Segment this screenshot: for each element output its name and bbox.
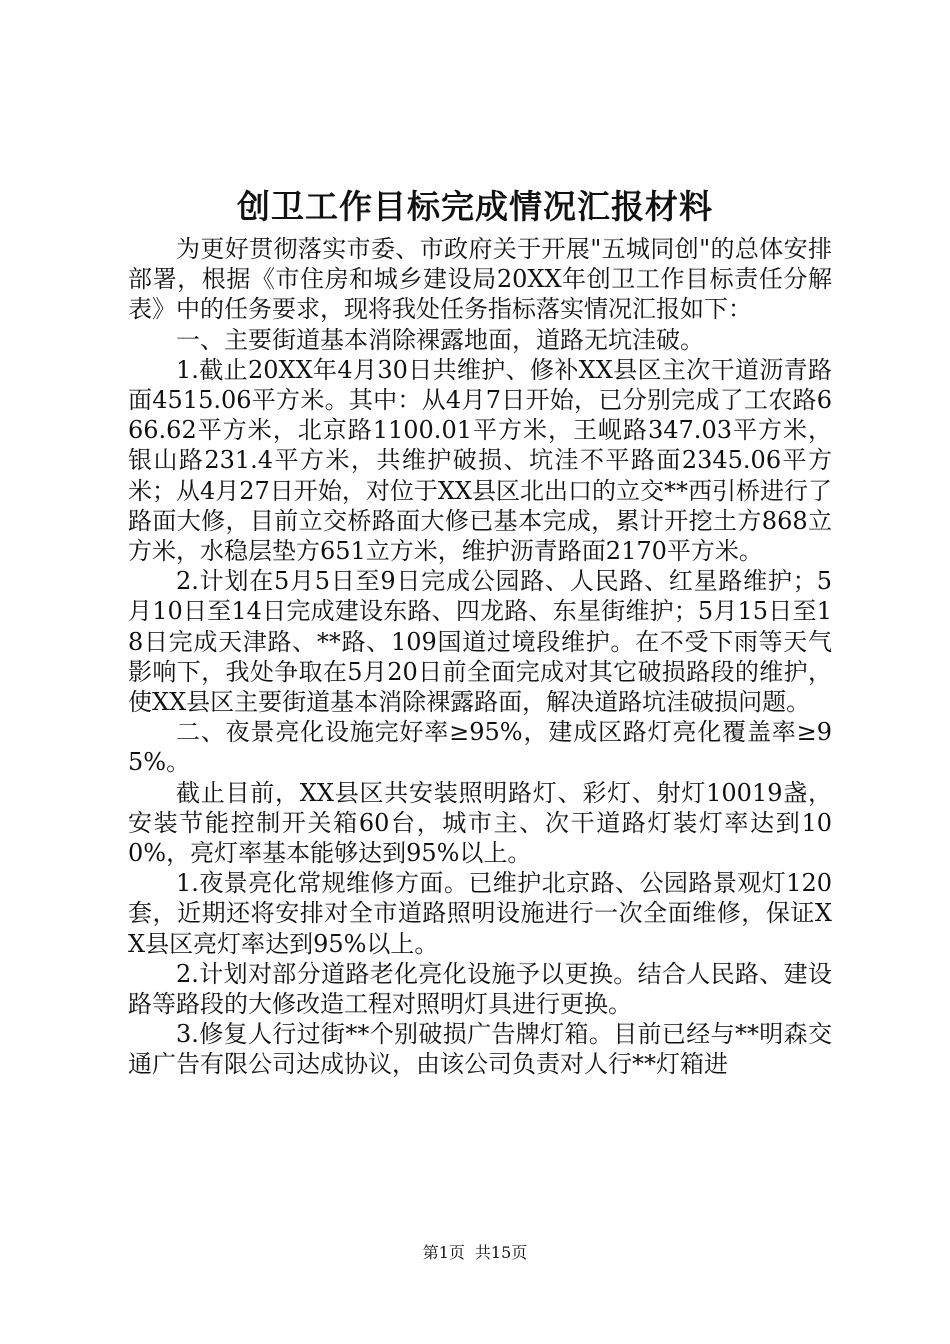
document-title: 创卫工作目标完成情况汇报材料 [237,187,713,226]
paragraph-2-1: 1.夜景亮化常规维修方面。已维护北京路、公园路景观灯120套，近期还将安排对全市道路照明设施进行一次全面维修，保证XX县区亮灯率达到95%以上。 [128,869,832,958]
paragraph-2-3: 3.修复人行过街**个别破损广告牌灯箱。目前已经与**明森交通广告有限公司达成协议，由该公司负责对人行**灯箱进 [128,1020,832,1079]
section-heading-1: 一、主要街道基本消除裸露地面，道路无坑洼破。 [176,325,704,354]
paragraph-2-2: 2.计划对部分道路老化亮化设施予以更换。结合人民路、建设路等路段的大修改造工程对照明灯具进行更换。 [128,959,832,1019]
paragraph-1-2: 2.计划在5月5日至9日完成公园路、人民路、红星路维护；5月10日至14日完成建设东路、四龙路、东星街维护；5月15日至18日完成天津路、**路、109国道过境段维护。在不受下雨等天气影响下，我处争取在5月20日前全面完成对其它破损路段的维护，使XX县区主要街道基本消除裸露路面，解决道路坑洼破损问题。 [128,567,832,717]
page-total: 共15页 [474,1243,528,1262]
document-body [128,234,832,1080]
page-footer [0,1243,950,1263]
paragraph-intro: 为更好贯彻落实市委、市政府关于开展"五城同创"的总体安排部署，根据《市住房和城乡建设局20XX年创卫工作目标责任分解表》中的任务要求，现将我处任务指标落实情况汇报如下： [128,235,832,324]
paragraph-1-1: 1.截止20XX年4月30日共维护、修补XX县区主次干道沥青路面4515.06平方米。其中：从4月7日开始，已分别完成了工农路666.62平方米，北京路1100.01平方米，王岘路347.03平方米，银山路231.4平方米，共维护破损、坑洼不平路面2345.06平方米；从4月27日开始，对位于XX县区北出口的立交**西引桥进行了路面大修，目前立交桥路面大修已基本完成，累计开挖土方868立方米，水稳层垫方651立方米，维护沥青路面2170平方米。 [128,355,832,566]
page-number: 第1页 [422,1243,465,1262]
paragraph-2-summary: 截止目前，XX县区共安装照明路灯、彩灯、射灯10019盏，安装节能控制开关箱60台，城市主、次干道路灯装灯率达到100%，亮灯率基本能够达到95%以上。 [128,778,832,868]
section-heading-2: 二、夜景亮化设施完好率≥95%，建成区路灯亮化覆盖率≥95%。 [128,718,832,777]
